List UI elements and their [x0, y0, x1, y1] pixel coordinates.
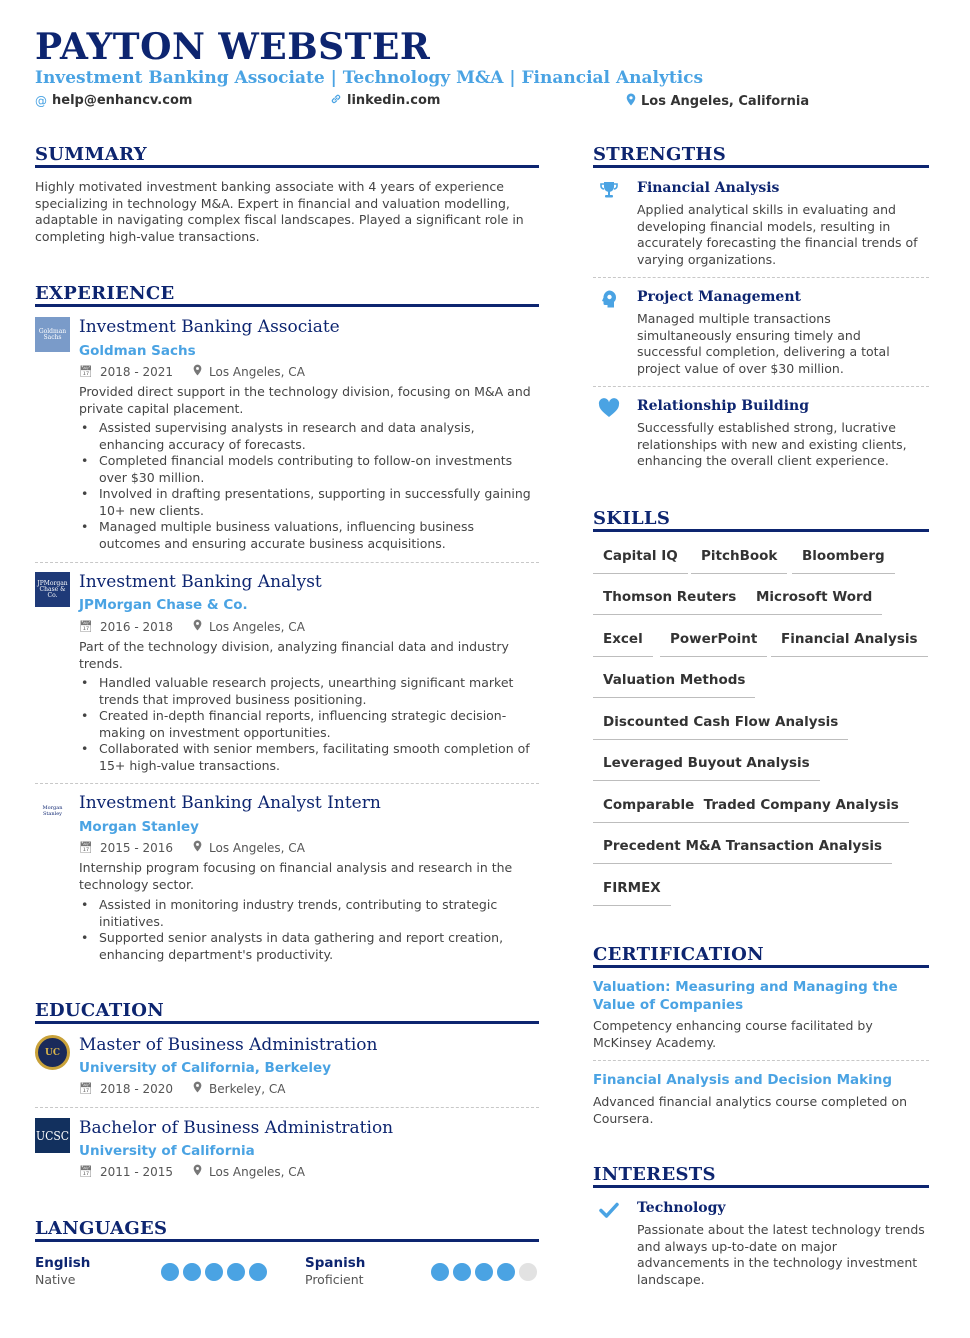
education-location: Berkeley, CA	[209, 1081, 286, 1096]
skills-rule	[593, 529, 929, 532]
job-role: Investment Banking Associate	[79, 317, 340, 337]
job-meta	[79, 364, 305, 379]
calendar-icon: 📅︎	[79, 1165, 93, 1178]
job-meta	[79, 619, 305, 634]
job-bullet: • Handled valuable research projects, unearthing significant market trends that improved business positioning.	[79, 675, 539, 708]
job-bullets	[79, 897, 539, 963]
education-rule	[35, 1021, 539, 1024]
contact-email[interactable]	[35, 93, 192, 108]
job-dates: 2015 - 2016	[99, 840, 174, 855]
strengths-heading: STRENGTHS	[593, 144, 726, 165]
rating-dot	[183, 1263, 201, 1281]
job-bullet: • Created in-depth financial reports, influencing strategic decision-making on investment opportunities.	[79, 708, 539, 741]
contact-linkedin[interactable]	[330, 93, 440, 108]
language-name: Spanish	[305, 1255, 366, 1271]
job-location: Los Angeles, CA	[209, 619, 305, 634]
skills-heading: SKILLS	[593, 508, 671, 529]
rating-dot	[161, 1263, 179, 1281]
rating-dot	[519, 1263, 537, 1281]
skill-tag: Capital IQ	[593, 543, 688, 574]
rating-dot	[497, 1263, 515, 1281]
skill-tag: Excel	[593, 626, 653, 657]
job-description: Internship program focusing on financial analysis and research in the technology sector.	[79, 860, 513, 892]
school: University of California	[79, 1143, 255, 1159]
berkeley-seal-logo: UC	[35, 1035, 70, 1070]
rating-dot	[227, 1263, 245, 1281]
strength-text: Applied analytical skills in evaluating and developing financial models, resulting in accurately forecasting the financial trends of varying organizations.	[637, 202, 918, 267]
divider	[35, 783, 539, 784]
strengths-rule	[593, 165, 929, 168]
at-icon: @	[35, 93, 47, 108]
location-pin-icon	[193, 619, 202, 634]
rating-dot	[249, 1263, 267, 1281]
language-level: Proficient	[305, 1272, 364, 1287]
location-pin-icon	[193, 364, 202, 379]
job-description: Part of the technology division, analyzing financial data and industry trends.	[79, 639, 509, 671]
skill-tag: Bloomberg	[792, 543, 895, 574]
skill-tag: Thomson Reuters	[593, 584, 746, 615]
divider	[593, 1060, 929, 1061]
education-meta	[79, 1081, 286, 1096]
job-bullet: • Assisted in monitoring industry trends, contributing to strategic initiatives.	[79, 897, 539, 930]
job-bullet: • Completed financial models contributing to follow-on investments over $30 million.	[79, 453, 539, 486]
skill-tag: Leveraged Buyout Analysis	[593, 750, 820, 781]
job-bullet: • Involved in drafting presentations, supporting in successfully gaining 10+ new clients.	[79, 486, 539, 519]
certification-title: Valuation: Measuring and Managing the Value of Companies	[593, 979, 898, 1013]
strength-text: Successfully established strong, lucrative relationships with new and existing clients, enhancing the overall client experience.	[637, 420, 907, 468]
interest-text: Passionate about the latest technology trends and always up-to-date on major advancements in the technology investment landscape.	[637, 1222, 925, 1287]
jpmorgan-logo: JPMorgan Chase & Co.	[35, 572, 70, 607]
interests-rule	[593, 1185, 929, 1188]
experience-heading: EXPERIENCE	[35, 283, 175, 304]
link-icon	[330, 93, 342, 108]
strength-text: Managed multiple transactions simultaneously ensuring timely and successful completion, delivering a total project value of over $30 million.	[637, 311, 890, 376]
job-dates: 2016 - 2018	[99, 619, 174, 634]
candidate-name: PAYTON WEBSTER	[35, 26, 431, 68]
interests-heading: INTERESTS	[593, 1164, 716, 1185]
experience-rule	[35, 304, 539, 307]
languages-heading: LANGUAGES	[35, 1218, 168, 1239]
education-heading: EDUCATION	[35, 1000, 164, 1021]
certification-text: Competency enhancing course facilitated by McKinsey Academy.	[593, 1018, 873, 1050]
strength-title: Relationship Building	[637, 398, 809, 414]
job-meta	[79, 840, 305, 855]
education-meta	[79, 1164, 305, 1179]
job-role: Investment Banking Analyst Intern	[79, 793, 381, 813]
rating-dot	[431, 1263, 449, 1281]
rating-dot	[453, 1263, 471, 1281]
ucsc-logo: UCSC	[35, 1118, 70, 1153]
school: University of California, Berkeley	[79, 1060, 331, 1076]
skill-tag: Microsoft Word	[746, 584, 882, 615]
job-description: Provided direct support in the technology division, focusing on M&A and private capital placement.	[79, 384, 531, 416]
divider	[35, 562, 539, 563]
job-dates: 2018 - 2021	[99, 364, 174, 379]
job-location: Los Angeles, CA	[209, 840, 305, 855]
location-pin-icon	[193, 1164, 202, 1179]
email-text: help@enhancv.com	[52, 93, 193, 108]
calendar-icon: 📅︎	[79, 1082, 93, 1095]
skill-tag: Valuation Methods	[593, 667, 755, 698]
education-dates: 2018 - 2020	[99, 1081, 174, 1096]
linkedin-text: linkedin.com	[347, 93, 441, 108]
location-pin-icon	[193, 840, 202, 855]
rating-dot	[205, 1263, 223, 1281]
calendar-icon: 📅︎	[79, 365, 93, 378]
degree: Bachelor of Business Administration	[79, 1118, 394, 1138]
job-company: JPMorgan Chase & Co.	[79, 597, 248, 613]
strength-title: Project Management	[637, 289, 801, 305]
skill-tag: PitchBook	[691, 543, 787, 574]
heart-icon	[597, 396, 621, 420]
summary-rule	[35, 165, 539, 168]
job-company: Goldman Sachs	[79, 343, 196, 359]
summary-text: Highly motivated investment banking associate with 4 years of experience specializing in technology M&A. Expert in financial and valuation modelling, adaptable in navigating complex fiscal landscapes. Played a significant role in completing high-value transactions.	[35, 179, 524, 244]
rating-dot	[475, 1263, 493, 1281]
trophy-icon	[597, 178, 621, 202]
summary-heading: SUMMARY	[35, 144, 147, 165]
certification-title: Financial Analysis and Decision Making	[593, 1072, 892, 1088]
contact-location	[626, 93, 809, 109]
job-role: Investment Banking Analyst	[79, 572, 322, 592]
location-pin-icon	[626, 93, 636, 109]
skill-tag: PowerPoint	[660, 626, 767, 657]
language-name: English	[35, 1255, 91, 1271]
calendar-icon: 📅︎	[79, 841, 93, 854]
calendar-icon: 📅︎	[79, 620, 93, 633]
job-bullet: • Supported senior analysts in data gathering and report creation, enhancing department's productivity.	[79, 930, 539, 963]
degree: Master of Business Administration	[79, 1035, 378, 1055]
job-bullet: • Collaborated with senior members, facilitating smooth completion of 15+ high-value transactions.	[79, 741, 539, 774]
strength-title: Financial Analysis	[637, 180, 780, 196]
location-text: Los Angeles, California	[641, 93, 810, 109]
education-location: Los Angeles, CA	[209, 1164, 305, 1179]
goldman-sachs-logo: Goldman Sachs	[35, 317, 70, 352]
checkmark-icon	[597, 1198, 621, 1222]
skill-tag: Comparable Traded Company Analysis	[593, 792, 909, 823]
language-level: Native	[35, 1272, 76, 1287]
job-bullets	[79, 420, 539, 552]
job-bullets	[79, 675, 539, 774]
morgan-stanley-logo: Morgan Stanley	[35, 793, 70, 828]
job-bullet: • Assisted supervising analysts in research and data analysis, enhancing accuracy of forecasts.	[79, 420, 539, 453]
language-rating	[431, 1263, 537, 1281]
education-dates: 2011 - 2015	[99, 1164, 174, 1179]
skill-tag: Precedent M&A Transaction Analysis	[593, 833, 892, 864]
divider	[593, 277, 929, 278]
skill-tag: FIRMEX	[593, 875, 671, 906]
skill-tag: Discounted Cash Flow Analysis	[593, 709, 848, 740]
interest-title: Technology	[637, 1200, 726, 1216]
certification-rule	[593, 965, 929, 968]
divider	[593, 386, 929, 387]
head-icon	[597, 287, 621, 311]
job-company: Morgan Stanley	[79, 819, 199, 835]
skill-tag: Financial Analysis	[771, 626, 928, 657]
location-pin-icon	[193, 1081, 202, 1096]
languages-rule	[35, 1239, 539, 1242]
divider	[35, 1107, 539, 1108]
certification-text: Advanced financial analytics course completed on Coursera.	[593, 1094, 908, 1126]
certification-heading: CERTIFICATION	[593, 944, 764, 965]
language-rating	[161, 1263, 267, 1281]
job-bullet: • Managed multiple business valuations, influencing business outcomes and ensuring accurate business acquisitions.	[79, 519, 539, 552]
candidate-headline: Investment Banking Associate | Technology M&A | Financial Analytics	[35, 68, 704, 88]
job-location: Los Angeles, CA	[209, 364, 305, 379]
